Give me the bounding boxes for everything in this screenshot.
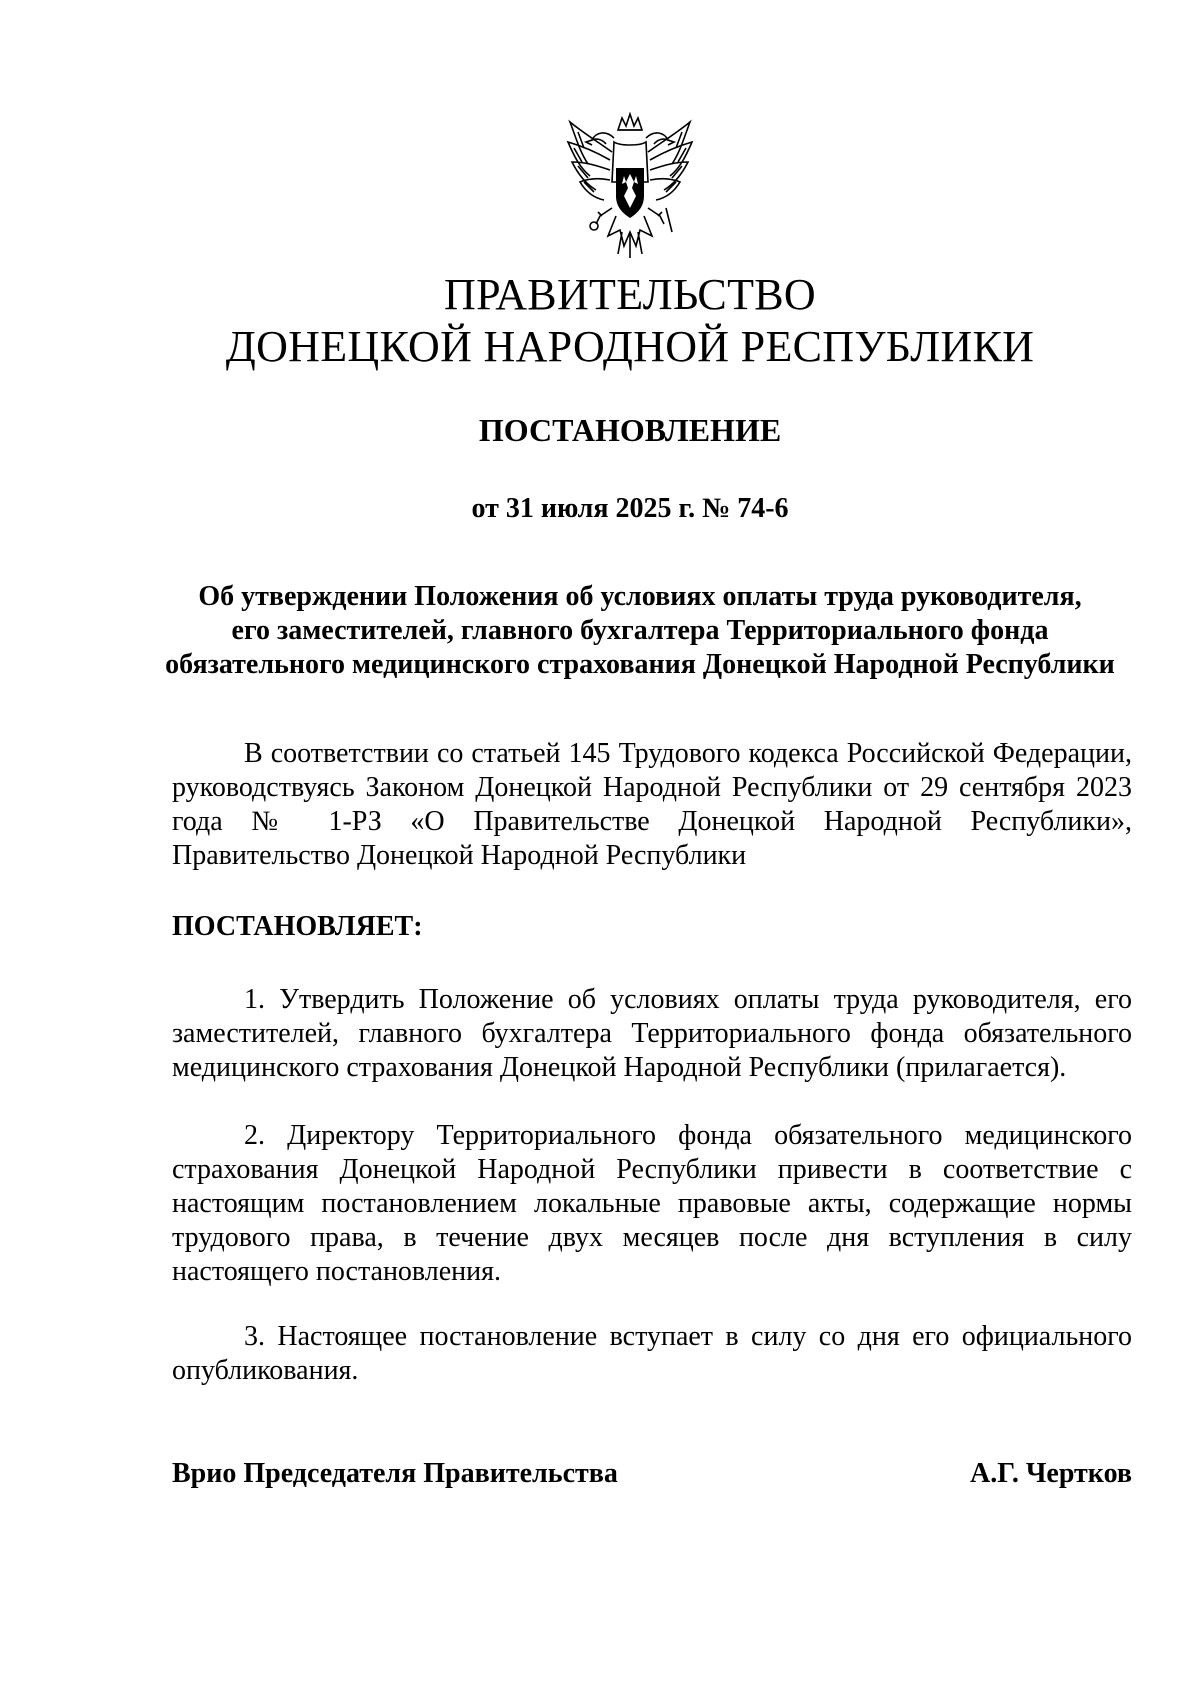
signatory-position: Врио Председателя Правительства [172, 1458, 618, 1489]
resolution-item-1: 1. Утвердить Положение об условиях оплаты труда руководителя, его заместителей, главного бухгалтера Территориального фонда обязательного медицинского страхования Донецкой Народной Республики (прилагается). [172, 984, 1132, 1083]
resolution-item-2: 2. Директору Территориального фонда обязательного медицинского страхования Донецкой Народной Республики привести в соответствие с настоящим постановлением локальные правовые акты, содержащие нормы трудового права, в течение двух месяцев после дня вступления в силу настоящего постановления. [172, 1120, 1132, 1287]
coat-of-arms-eagle-icon [562, 112, 698, 262]
subject-line: Об утверждении Положения об условиях оплаты труда руководителя, [198, 581, 1082, 612]
document-date-number: от 31 июля 2025 г. № 74-6 [471, 493, 789, 524]
subject-line: обязательного медицинского страхования Донецкой Народной Республики [165, 649, 1115, 680]
resolution-item-3: 3. Настоящее постановление вступает в силу со дня его официального опубликования. [172, 1321, 1132, 1386]
org-title-line1: ПРАВИТЕЛЬСТВО [444, 270, 816, 319]
document-subject [160, 580, 1120, 682]
resolves-heading: ПОСТАНОВЛЯЕТ: [172, 911, 423, 942]
preamble-paragraph: В соответствии со статьей 145 Трудового кодекса Российской Федерации, руководствуясь Законом Донецкой Народной Республики от 29 сентября 2023 года № 1-РЗ «О Правительстве Донецкой Народной Республики», Правительство Донецкой Народной Республики [172, 738, 1132, 871]
document-type: ПОСТАНОВЛЕНИЕ [478, 412, 782, 448]
subject-line: его заместителей, главного бухгалтера Территориального фонда [231, 615, 1049, 646]
signatory-name: А.Г. Чертков [970, 1458, 1132, 1489]
org-title-line2: ДОНЕЦКОЙ НАРОДНОЙ РЕСПУБЛИКИ [225, 322, 1035, 371]
